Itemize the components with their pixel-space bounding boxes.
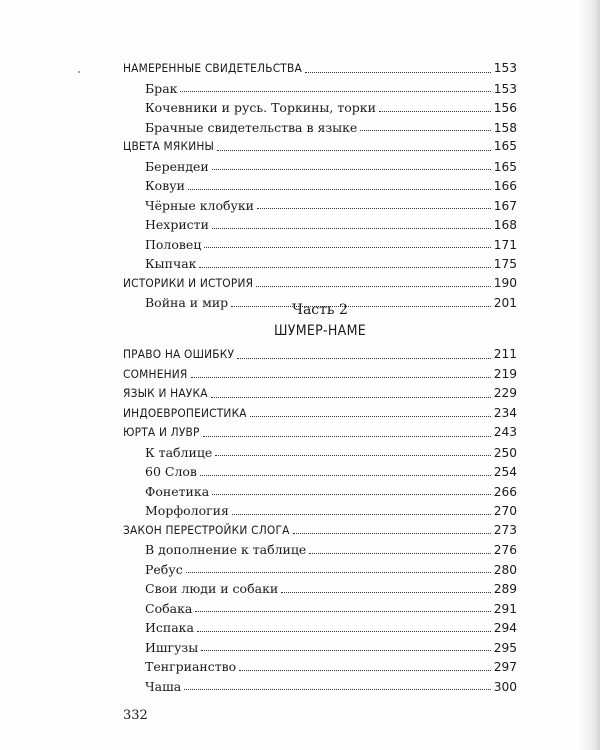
dot-leader <box>281 591 491 593</box>
toc-entry-page: 280 <box>493 562 517 577</box>
dot-leader <box>305 71 491 73</box>
toc-entry-page: 165 <box>493 159 517 174</box>
toc-entry-page: 266 <box>493 484 517 499</box>
dot-leader <box>239 669 491 671</box>
toc-entry <box>123 638 517 658</box>
toc-entry <box>123 365 517 385</box>
toc-entry-page: 168 <box>493 218 517 232</box>
toc-entry-title: 60 Слов <box>145 464 197 479</box>
part-label: Часть 2 <box>292 302 348 318</box>
toc-entry <box>123 345 517 365</box>
paper-speck <box>78 71 80 73</box>
toc-entry-page: 243 <box>493 425 517 439</box>
dot-leader <box>360 129 490 131</box>
toc-entry-page: 158 <box>493 120 517 135</box>
toc-entry <box>123 118 517 138</box>
toc-entry-page: 153 <box>493 61 517 75</box>
dot-leader <box>379 110 491 112</box>
toc-entry <box>123 657 517 677</box>
toc-entry-title: ЯЗЫК И НАУКА <box>123 386 208 400</box>
toc-entry-page: 219 <box>493 366 517 381</box>
toc-entry <box>123 443 517 463</box>
toc-entry-page: 229 <box>493 386 517 400</box>
dot-leader <box>237 357 491 359</box>
toc-entry-title: Половец <box>145 236 202 252</box>
page-number: 332 <box>123 708 148 723</box>
toc-entry <box>123 196 517 216</box>
toc-entry-page: 166 <box>493 179 517 193</box>
toc-entry-title: ИНДОЕВРОПЕИСТИКА <box>123 405 247 420</box>
toc-entry-title: Морфология <box>145 503 229 518</box>
toc-entry-title: Брачные свидетельства в языке <box>145 119 358 135</box>
toc-entry <box>123 423 517 443</box>
toc-entry-title: НАМЕРЕННЫЕ СВИДЕТЕЛЬСТВА <box>123 61 302 75</box>
toc-entry-page: 273 <box>493 522 517 537</box>
toc-entry-page: 156 <box>493 101 517 115</box>
dot-leader <box>212 227 491 229</box>
toc-entry-title: ЗАКОН ПЕРЕСТРОЙКИ СЛОГА <box>123 522 290 537</box>
toc-entry-page: 165 <box>493 139 517 153</box>
toc-entry-page: 276 <box>493 543 517 557</box>
toc-entry-page: 190 <box>493 275 517 290</box>
toc-entry-title: Испака <box>145 620 194 635</box>
toc-entry-title: ЮРТА И ЛУВР <box>123 425 200 439</box>
dot-leader <box>201 649 491 651</box>
dot-leader <box>217 149 491 151</box>
toc-section-1 <box>123 59 517 313</box>
dot-leader <box>186 571 491 573</box>
toc-entry <box>123 254 517 274</box>
toc-entry-title: К таблице <box>145 444 213 460</box>
toc-entry-title: Собака <box>145 600 193 616</box>
toc-entry-title: Кочевники и русь. Торкины, торки <box>145 100 376 115</box>
toc-entry-title: Брак <box>145 80 178 96</box>
toc-entry <box>123 215 517 235</box>
toc-entry-page: 250 <box>493 445 517 460</box>
toc-section-2 <box>123 345 517 696</box>
dot-leader <box>204 246 490 248</box>
toc-entry <box>123 482 517 502</box>
dot-leader <box>215 454 490 456</box>
toc-entry <box>123 176 517 196</box>
toc-entry <box>123 579 517 599</box>
toc-entry <box>123 137 517 157</box>
dot-leader <box>309 552 490 554</box>
toc-entry <box>123 462 517 482</box>
toc-entry-title: Тенгрианство <box>145 659 237 674</box>
toc-entry-page: 289 <box>493 582 517 596</box>
dot-leader <box>232 513 491 515</box>
toc-entry-title: Ковуи <box>145 178 185 193</box>
toc-entry-title: Ребус <box>145 561 183 577</box>
toc-entry <box>123 540 517 560</box>
dot-leader <box>293 532 491 534</box>
toc-entry <box>123 521 517 541</box>
toc-entry-page: 291 <box>493 601 517 616</box>
toc-entry-title: Чёрные клобуки <box>145 197 255 213</box>
toc-entry <box>123 235 517 255</box>
toc-entry-page: 297 <box>493 660 517 674</box>
dot-leader <box>195 610 490 612</box>
dot-leader <box>200 474 491 476</box>
toc-entry <box>123 618 517 638</box>
toc-entry-title: СОМНЕНИЯ <box>123 366 188 381</box>
dot-leader <box>250 415 491 417</box>
dot-leader <box>180 90 490 92</box>
dot-leader <box>212 493 491 495</box>
toc-entry <box>123 98 517 118</box>
toc-entry <box>123 404 517 424</box>
toc-entry-title: Война и мир <box>145 295 229 310</box>
toc-entry-title: Фонетика <box>145 483 210 499</box>
toc-entry-title: ЦВЕТА МЯКИНЫ <box>123 139 215 153</box>
toc-entry-page: 270 <box>493 504 517 518</box>
dot-leader <box>197 630 491 632</box>
dot-leader <box>203 435 491 437</box>
dot-leader <box>188 188 491 190</box>
toc-entry-title: Ишгузы <box>145 639 199 655</box>
toc-entry-title: В дополнение к таблице <box>145 542 307 557</box>
toc-entry-title: ИСТОРИКИ И ИСТОРИЯ <box>123 275 254 290</box>
dot-leader <box>212 168 491 170</box>
toc-entry <box>123 59 517 79</box>
dot-leader <box>257 207 491 209</box>
toc-entry-page: 294 <box>493 621 517 635</box>
toc-entry <box>123 274 517 294</box>
dot-leader <box>191 376 491 378</box>
toc-entry-page: 167 <box>493 198 517 213</box>
toc-entry-page: 175 <box>493 257 517 271</box>
part-title: ШУМЕР-НАМЕ <box>273 323 367 339</box>
toc-entry-title: Берендеи <box>145 158 209 174</box>
dot-leader <box>184 688 491 690</box>
toc-entry <box>123 501 517 521</box>
toc-entry-title: ПРАВО НА ОШИБКУ <box>123 347 235 361</box>
toc-entry <box>123 157 517 177</box>
page-edge-shadow <box>578 0 600 750</box>
toc-entry-page: 201 <box>493 296 517 310</box>
toc-entry <box>123 599 517 619</box>
toc-entry <box>123 384 517 404</box>
toc-entry-title: Кыпчак <box>145 256 197 271</box>
toc-entry-page: 234 <box>493 405 517 420</box>
toc-entry-title: Чаша <box>145 678 182 694</box>
toc-entry-title: Нехристи <box>145 217 209 232</box>
toc-entry <box>123 677 517 697</box>
toc-entry-page: 171 <box>493 237 517 252</box>
dot-leader <box>211 396 491 398</box>
toc-entry-page: 295 <box>493 640 517 655</box>
dot-leader <box>199 266 490 268</box>
part-heading <box>123 300 517 342</box>
toc-entry-page: 211 <box>493 347 517 361</box>
toc-entry <box>123 79 517 99</box>
toc-entry-page: 153 <box>493 81 517 96</box>
toc-entry-title: Свои люди и собаки <box>145 581 279 596</box>
dot-leader <box>256 285 491 287</box>
toc-entry-page: 300 <box>493 679 517 694</box>
toc-entry <box>123 560 517 580</box>
toc-entry-page: 254 <box>493 465 517 479</box>
